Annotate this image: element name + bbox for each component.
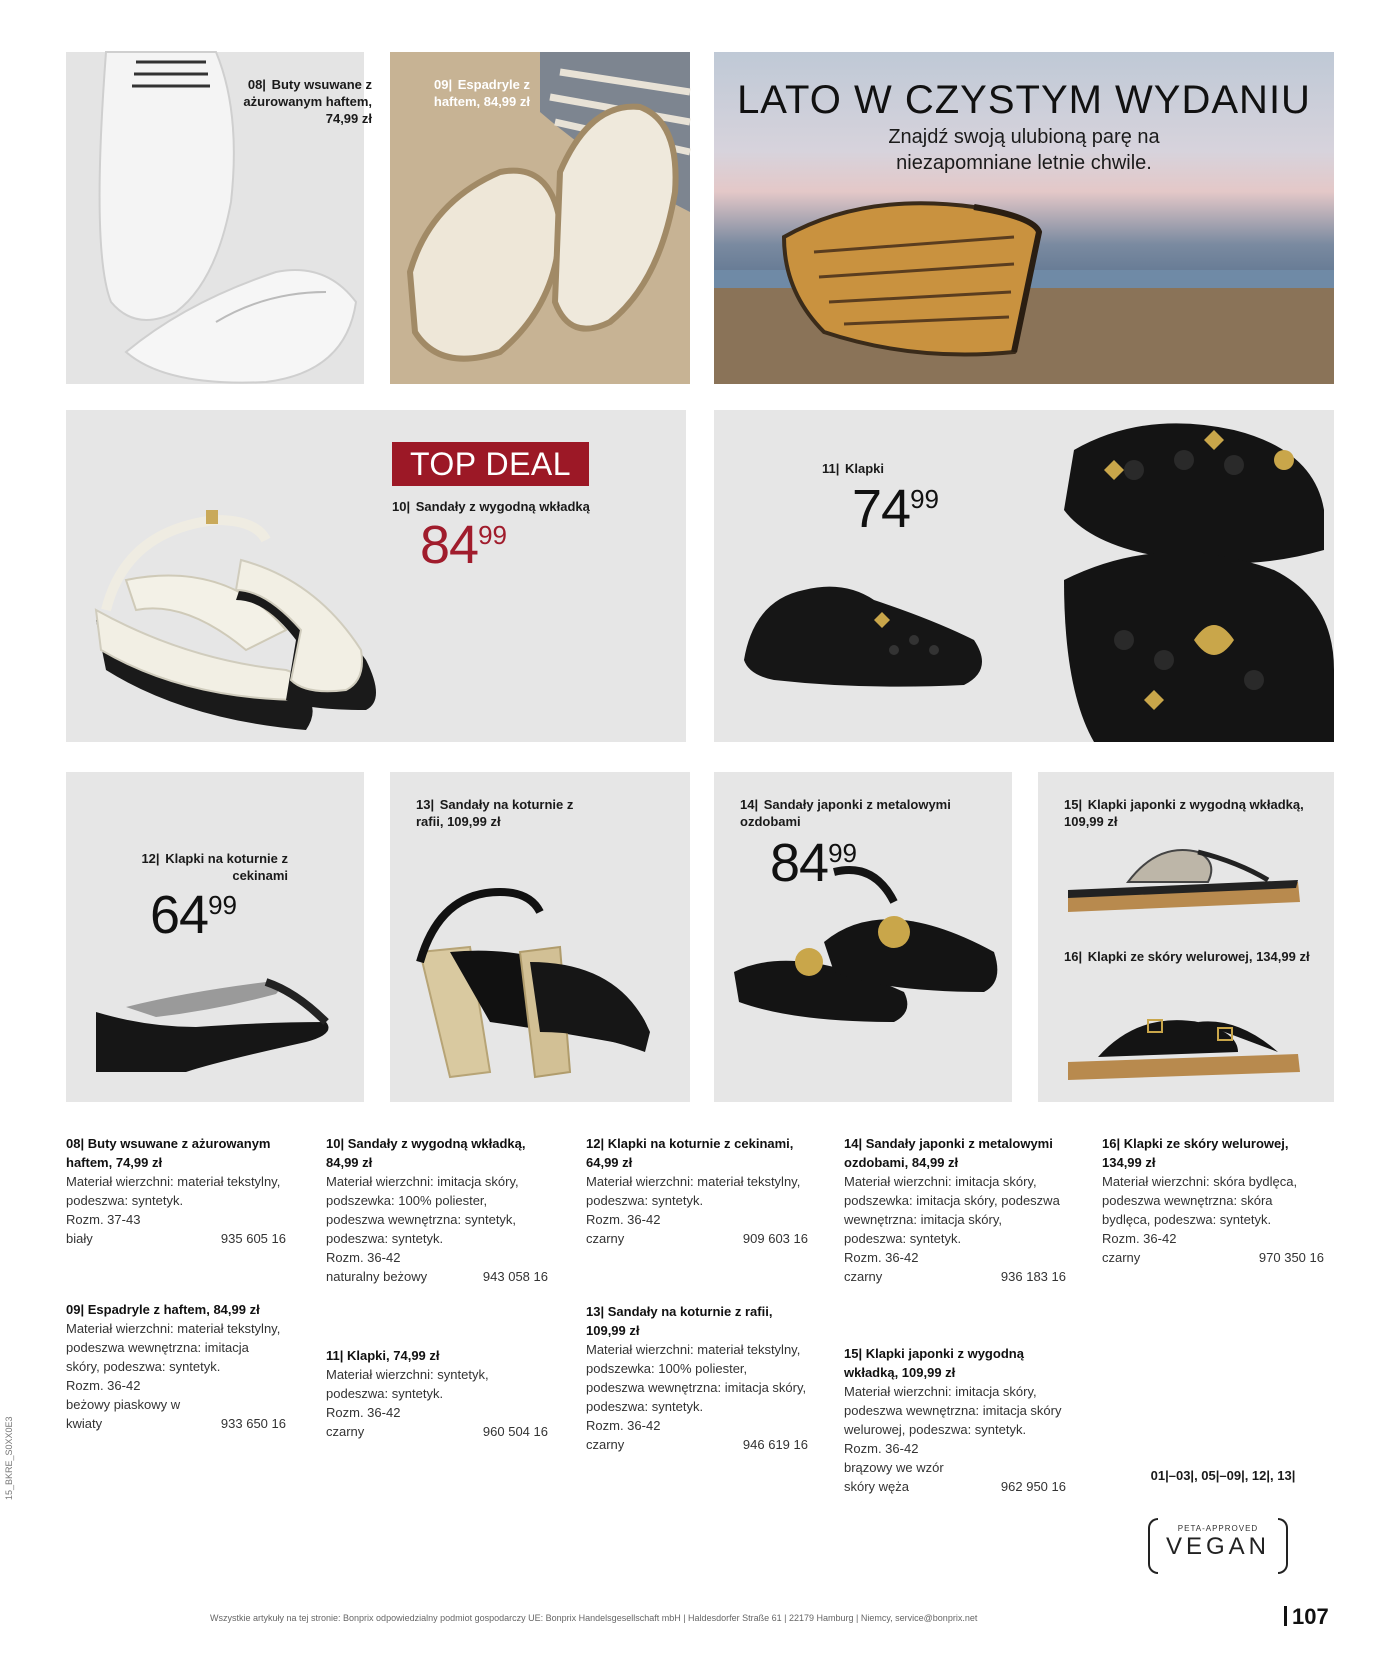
detail-12-code: 909 603 16 — [742, 1231, 808, 1246]
panel-11-price-cents: 99 — [910, 484, 939, 514]
vegan-bracket-right — [1278, 1518, 1288, 1574]
panel-11-price-main: 74 — [852, 479, 911, 539]
detail-10 — [326, 1134, 548, 1286]
detail-14-code: 936 183 16 — [1000, 1269, 1066, 1284]
detail-14-number: 14| — [844, 1136, 863, 1151]
detail-09-color: beżowy piaskowy w kwiaty — [66, 1397, 181, 1431]
panel-08-number: 08| — [247, 77, 266, 92]
detail-09-title: Espadryle z haftem, 84,99 zł — [87, 1302, 260, 1317]
panel-15-caption — [1064, 796, 1314, 830]
panel-11-text: Klapki — [845, 461, 885, 476]
product-panel-12[interactable] — [66, 772, 364, 1102]
hero-subtitle: Znajdź swoją ulubioną parę na niezapomniane letnie chwile. — [888, 126, 1160, 174]
detail-08-number: 08| — [66, 1136, 85, 1151]
detail-15-color: brązowy we wzór skóry węża — [844, 1460, 944, 1494]
detail-14-row — [844, 1267, 1066, 1286]
detail-13-head — [586, 1302, 808, 1340]
detail-11-title: Klapki, 74,99 zł — [347, 1348, 440, 1363]
detail-12-head — [586, 1134, 808, 1172]
detail-08-row — [66, 1229, 286, 1248]
detail-14-title: Sandały japonki z metalowymi ozdobami, 84,99 zł — [844, 1136, 1053, 1170]
panel-10-caption — [392, 498, 682, 515]
detail-15-desc: Materiał wierzchni: imitacja skóry, podeszwa wewnętrzna: imitacja skóry welurowej, podeszwa: syntetyk. — [844, 1384, 1062, 1437]
panel-14-price — [770, 833, 857, 893]
panel-14-text: Sandały japonki z metalowymi ozdobami — [740, 797, 951, 829]
detail-10-size: Rozm. 36-42 — [326, 1250, 401, 1265]
panel-14-number: 14| — [740, 797, 759, 812]
vegan-bracket-left — [1148, 1518, 1158, 1574]
detail-08-title: Buty wsuwane z ażurowanym haftem, 74,99 zł — [66, 1136, 271, 1170]
vegan-badge-small: PETA-APPROVED — [1177, 1524, 1259, 1533]
detail-14-color: czarny — [844, 1269, 883, 1284]
panel-14-caption — [740, 796, 960, 830]
panel-09-caption — [420, 76, 530, 110]
panel-10-price — [420, 515, 507, 575]
detail-09-code: 933 650 16 — [220, 1416, 286, 1431]
panel-14-price-cents: 99 — [828, 838, 857, 868]
detail-16-title: Klapki ze skóry welurowej, 134,99 zł — [1102, 1136, 1289, 1170]
detail-14-size: Rozm. 36-42 — [844, 1250, 919, 1265]
detail-16-number: 16| — [1102, 1136, 1121, 1151]
product-panel-15-16[interactable] — [1038, 772, 1334, 1102]
hero-banner — [714, 52, 1334, 384]
detail-13-desc: Materiał wierzchni: materiał tekstylny, podszewka: 100% poliester, podeszwa wewnętrzna: imitacja skóry, podeszwa: syntetyk. — [586, 1342, 807, 1414]
detail-08-size: Rozm. 37-43 — [66, 1212, 141, 1227]
detail-12-number: 12| — [586, 1136, 605, 1151]
detail-11-color: czarny — [326, 1424, 365, 1439]
detail-09-number: 09| — [66, 1302, 85, 1317]
product-panel-08[interactable] — [66, 52, 372, 384]
panel-12-number: 12| — [141, 851, 160, 866]
detail-08 — [66, 1134, 286, 1248]
detail-11-size: Rozm. 36-42 — [326, 1405, 401, 1420]
detail-11-row — [326, 1422, 548, 1441]
detail-13-color: czarny — [586, 1437, 625, 1452]
detail-16-size: Rozm. 36-42 — [1102, 1231, 1177, 1246]
top-deal-badge: TOP DEAL — [392, 442, 589, 486]
panel-10-number: 10| — [392, 499, 411, 514]
detail-15 — [844, 1344, 1066, 1496]
vegan-badge — [1148, 1518, 1288, 1576]
panel-11-number: 11| — [822, 461, 840, 476]
detail-12-title: Klapki na koturnie z cekinami, 64,99 zł — [586, 1136, 794, 1170]
detail-15-size: Rozm. 36-42 — [844, 1441, 919, 1456]
panel-08-text: Buty wsuwane z ażurowanym haftem, 74,99 zł — [243, 77, 372, 126]
detail-16-head — [1102, 1134, 1324, 1172]
detail-12-desc: Materiał wierzchni: materiał tekstylny, podeszwa: syntetyk. — [586, 1174, 801, 1208]
black-clogs-image — [714, 410, 1334, 742]
detail-11-head — [326, 1346, 548, 1365]
panel-15-number: 15| — [1064, 797, 1083, 812]
detail-08-desc: Materiał wierzchni: materiał tekstylny, podeszwa: syntetyk. — [66, 1174, 281, 1208]
panel-09-text: Espadryle z haftem, 84,99 zł — [433, 77, 530, 109]
panel-11-price — [852, 479, 939, 539]
product-panel-13[interactable] — [390, 772, 690, 1102]
vegan-badge-text: VEGAN — [1165, 1533, 1271, 1560]
product-panel-14[interactable] — [714, 772, 1012, 1102]
detail-12-size: Rozm. 36-42 — [586, 1212, 661, 1227]
hero-title: LATO W CZYSTYM WYDANIU — [737, 78, 1311, 122]
panel-12-caption — [118, 850, 288, 884]
panel-13-text: Sandały na koturnie z rafii, 109,99 zł — [416, 797, 574, 829]
detail-10-title: Sandały z wygodną wkładką, 84,99 zł — [326, 1136, 526, 1170]
detail-16-desc: Materiał wierzchni: skóra bydlęca, podeszwa wewnętrzna: skóra bydlęca, podeszwa: syntetyk. — [1102, 1174, 1298, 1227]
detail-08-code: 935 605 16 — [220, 1231, 286, 1246]
page-number-bar — [1284, 1606, 1287, 1626]
detail-11-code: 960 504 16 — [482, 1424, 548, 1439]
panel-16-number: 16| — [1064, 949, 1083, 964]
panel-12-text: Klapki na koturnie z cekinami — [165, 851, 288, 883]
detail-16-code: 970 350 16 — [1258, 1250, 1324, 1265]
detail-13 — [586, 1302, 808, 1454]
detail-16-color: czarny — [1102, 1250, 1141, 1265]
detail-10-head — [326, 1134, 548, 1172]
detail-10-row — [326, 1267, 548, 1286]
detail-09-desc: Materiał wierzchni: materiał tekstylny, podeszwa wewnętrzna: imitacja skóry, podeszwa: syntetyk. — [66, 1321, 281, 1374]
detail-11-desc: Materiał wierzchni: syntetyk, podeszwa: syntetyk. — [326, 1367, 489, 1401]
panel-12-price — [150, 885, 237, 945]
detail-15-head — [844, 1344, 1066, 1382]
detail-15-number: 15| — [844, 1346, 863, 1361]
detail-12-row — [586, 1229, 808, 1248]
detail-14-desc: Materiał wierzchni: imitacja skóry, podszewka: imitacja skóry, podeszwa wewnętrzna: imitacja skóry, podeszwa: syntetyk. — [844, 1174, 1060, 1246]
panel-11-caption — [822, 460, 942, 477]
detail-13-number: 13| — [586, 1304, 605, 1319]
product-panel-10[interactable] — [66, 410, 686, 742]
panel-08-caption — [242, 76, 372, 127]
product-panel-09[interactable] — [390, 52, 690, 384]
detail-14 — [844, 1134, 1066, 1286]
detail-09 — [66, 1300, 286, 1433]
detail-11-number: 11| — [326, 1348, 344, 1363]
white-sandals-image — [66, 410, 406, 742]
panel-12-price-cents: 99 — [208, 890, 237, 920]
detail-16 — [1102, 1134, 1324, 1267]
footer-legal: Wszystkie artykuły na tej stronie: Bonprix odpowiedzialny podmiot gospodarczy UE: Bonprix Handelsgesellschaft mbH | Haldesdorfer Straße 61 | 22179 Hamburg | Niemcy, service@bonprix.net — [210, 1613, 978, 1623]
detail-10-color: naturalny beżowy — [326, 1269, 428, 1284]
detail-13-size: Rozm. 36-42 — [586, 1418, 661, 1433]
panel-15-text: Klapki japonki z wygodną wkładką, 109,99 zł — [1064, 797, 1304, 829]
panel-16-caption — [1064, 948, 1314, 965]
panel-14-price-main: 84 — [770, 833, 829, 893]
panel-12-price-main: 64 — [150, 885, 209, 945]
side-code: 15_BKRE_S0XX0E3 — [4, 1416, 14, 1500]
detail-16-row — [1102, 1248, 1324, 1267]
detail-15-title: Klapki japonki z wygodną wkładką, 109,99 zł — [844, 1346, 1024, 1380]
product-panel-11[interactable] — [714, 410, 1334, 742]
detail-10-desc: Materiał wierzchni: imitacja skóry, podszewka: 100% poliester, podeszwa wewnętrzna: syntetyk, podeszwa: syntetyk. — [326, 1174, 519, 1246]
panel-13-caption — [416, 796, 586, 830]
detail-09-head — [66, 1300, 286, 1319]
vegan-product-refs: 01|–03|, 05|–09|, 12|, 13| — [1150, 1468, 1296, 1483]
detail-11 — [326, 1346, 548, 1441]
detail-08-head — [66, 1134, 286, 1172]
detail-08-color: biały — [66, 1231, 93, 1246]
detail-12-color: czarny — [586, 1231, 625, 1246]
page-number: 107 — [1292, 1604, 1329, 1629]
panel-10-price-main: 84 — [420, 515, 479, 575]
detail-10-number: 10| — [326, 1136, 345, 1151]
detail-12 — [586, 1134, 808, 1248]
panel-10-text: Sandały z wygodną wkładką — [415, 499, 590, 514]
panel-16-text: Klapki ze skóry welurowej, 134,99 zł — [1087, 949, 1310, 964]
detail-13-code: 946 619 16 — [742, 1437, 808, 1452]
detail-13-row — [586, 1435, 808, 1454]
panel-13-number: 13| — [416, 797, 435, 812]
detail-14-head — [844, 1134, 1066, 1172]
detail-15-code: 962 950 16 — [1000, 1479, 1066, 1494]
panel-10-price-cents: 99 — [478, 520, 507, 550]
panel-09-number: 09| — [434, 77, 453, 92]
detail-13-title: Sandały na koturnie z rafii, 109,99 zł — [586, 1304, 773, 1338]
detail-09-size: Rozm. 36-42 — [66, 1378, 141, 1393]
detail-09-row — [66, 1395, 286, 1433]
detail-15-row — [844, 1458, 1066, 1496]
detail-10-code: 943 058 16 — [482, 1269, 548, 1284]
